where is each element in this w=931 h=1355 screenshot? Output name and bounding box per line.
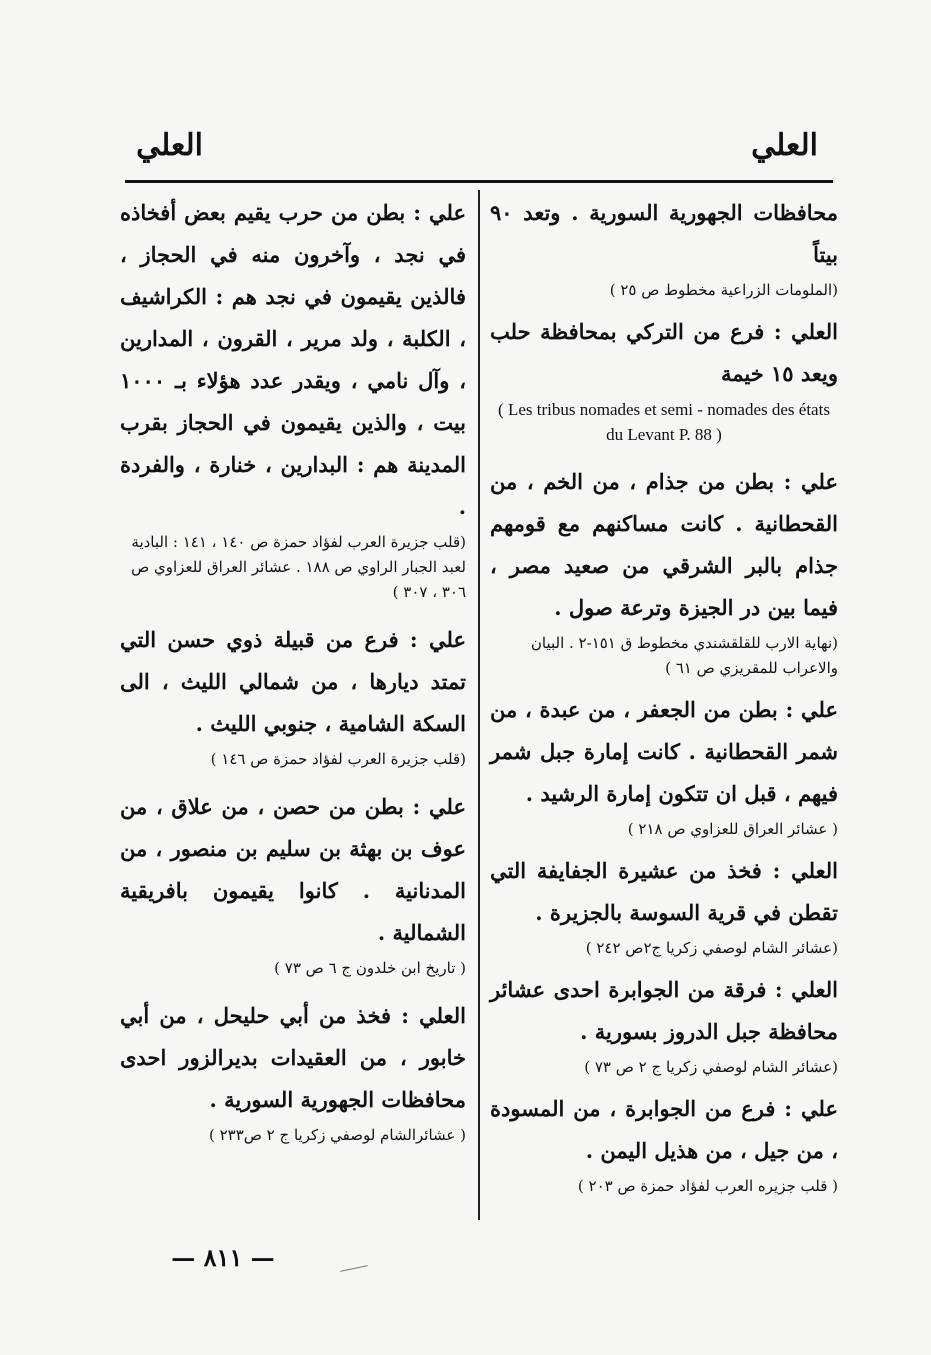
entry-text: العلي : فرع من التركي بمحافظة حلب ويعد ١٥ خيمة — [490, 319, 838, 386]
entry — [490, 311, 838, 447]
entry-source: ( عشائرالشام لوصفي زكريا ج ٢ ص٢٣٣ ) — [208, 1126, 466, 1144]
entry-source: (قلب جزيرة العرب لفؤاد حمزة ص ١٤٦ ) — [210, 750, 466, 768]
entry — [120, 619, 466, 772]
entry-source: (عشائر الشام لوصفي زكريا ج٢ص ٢٤٢ ) — [585, 939, 838, 957]
entry-text: محافظات الجهورية السورية . وتعد ٩٠ بيتاً — [490, 200, 838, 267]
entry — [490, 461, 838, 681]
entry-text: علي : بطن من حصن ، من علاق ، من عوف بن بهثة بن سليم بن منصور ، من المدنانية . كانوا يقيمون بافريقية الشمالية . — [120, 794, 466, 945]
left-column — [120, 192, 466, 1148]
entry — [490, 850, 838, 961]
entry — [120, 786, 466, 981]
entry-source: (نهاية الارب للقلقشندي مخطوط ق ١٥١-٢ . البيان والاعراب للمقريزي ص ٦١ ) — [530, 634, 838, 677]
entry — [120, 995, 466, 1148]
entry-source: ( قلب جزيره العرب لفؤاد حمزة ص ٢٠٣ ) — [577, 1177, 838, 1195]
page-number: — ٨١١ — — [171, 1243, 275, 1272]
entry-text: العلي : فخذ من عشيرة الجفايفة التي تقطن في قرية السوسة بالجزيرة . — [490, 858, 838, 925]
entry-text: العلي : فرقة من الجوابرة احدى عشائر محافظة جبل الدروز بسورية . — [490, 977, 838, 1044]
entry-source: (الملومات الزراعية مخطوط ص ٢٥ ) — [609, 281, 838, 299]
entry-source: ( Les tribus nomades et semi - nomades des états du Levant P. 88 ) — [498, 400, 830, 444]
entry-text: علي : بطن من جذام ، من الخم ، من القحطانية . كانت مساكنهم مع قومهم جذام بالبر الشرقي من صعيد مصر ، فيما بين در الجيزة وترعة صول . — [490, 469, 838, 620]
entry-text: علي : بطن من الجعفر ، من عبدة ، من شمر القحطانية . كانت إمارة جبل شمر فيهم ، قبل ان تتكون إمارة الرشيد . — [490, 697, 838, 806]
running-header-left: العلي — [136, 128, 203, 163]
entry-source: ( تاريخ ابن خلدون ج ٦ ص ٧٣ ) — [274, 959, 466, 977]
entry — [490, 969, 838, 1080]
running-header-right: العلي — [751, 128, 818, 163]
entry — [120, 192, 466, 605]
entry — [490, 192, 838, 303]
entry — [490, 1088, 838, 1199]
pen-mark — [340, 1265, 368, 1272]
entry-source: (عشائر الشام لوصفي زكريا ج ٢ ص ٧٣ ) — [584, 1058, 838, 1076]
header-rule — [125, 180, 833, 183]
column-divider — [478, 190, 480, 1220]
entry-source: ( عشائر العراق للعزاوي ص ٢١٨ ) — [627, 820, 838, 838]
entry-source: (قلب جزيرة العرب لفؤاد حمزة ص ١٤٠ ، ١٤١ : البادية لعبد الجبار الراوي ص ١٨٨ . عشائر العراق للعزاوي ص ٣٠٦ ، ٣٠٧ ) — [131, 533, 466, 601]
right-column — [490, 192, 838, 1199]
entry-text: العلي : فخذ من أبي حليحل ، من أبي خابور ، من العقيدات بديرالزور احدى محافظات الجهورية السورية . — [120, 1003, 466, 1112]
entry-text: علي : بطن من حرب يقيم بعض أفخاذه في نجد ، وآخرون منه في الحجاز ، فالذين يقيمون في نجد هم : الكراشيف ، الكلبة ، ولد مرير ، القرون ، المدارين ، وآل نامي ، ويقدر عدد هؤلاء بـ ١٠٠٠ بيت ، والذين يقيمون في الحجاز بقرب المدينة هم : البدارين ، خنارة ، والفردة . — [120, 200, 466, 519]
entry-text: علي : فرع من قبيلة ذوي حسن التي تمتد ديارها ، من شمالي الليث ، الى السكة الشامية ، جنوبي الليث . — [120, 627, 466, 736]
entry-text: علي : فرع من الجوابرة ، من المسودة ، من جيل ، من هذيل اليمن . — [490, 1096, 838, 1163]
entry — [490, 689, 838, 842]
